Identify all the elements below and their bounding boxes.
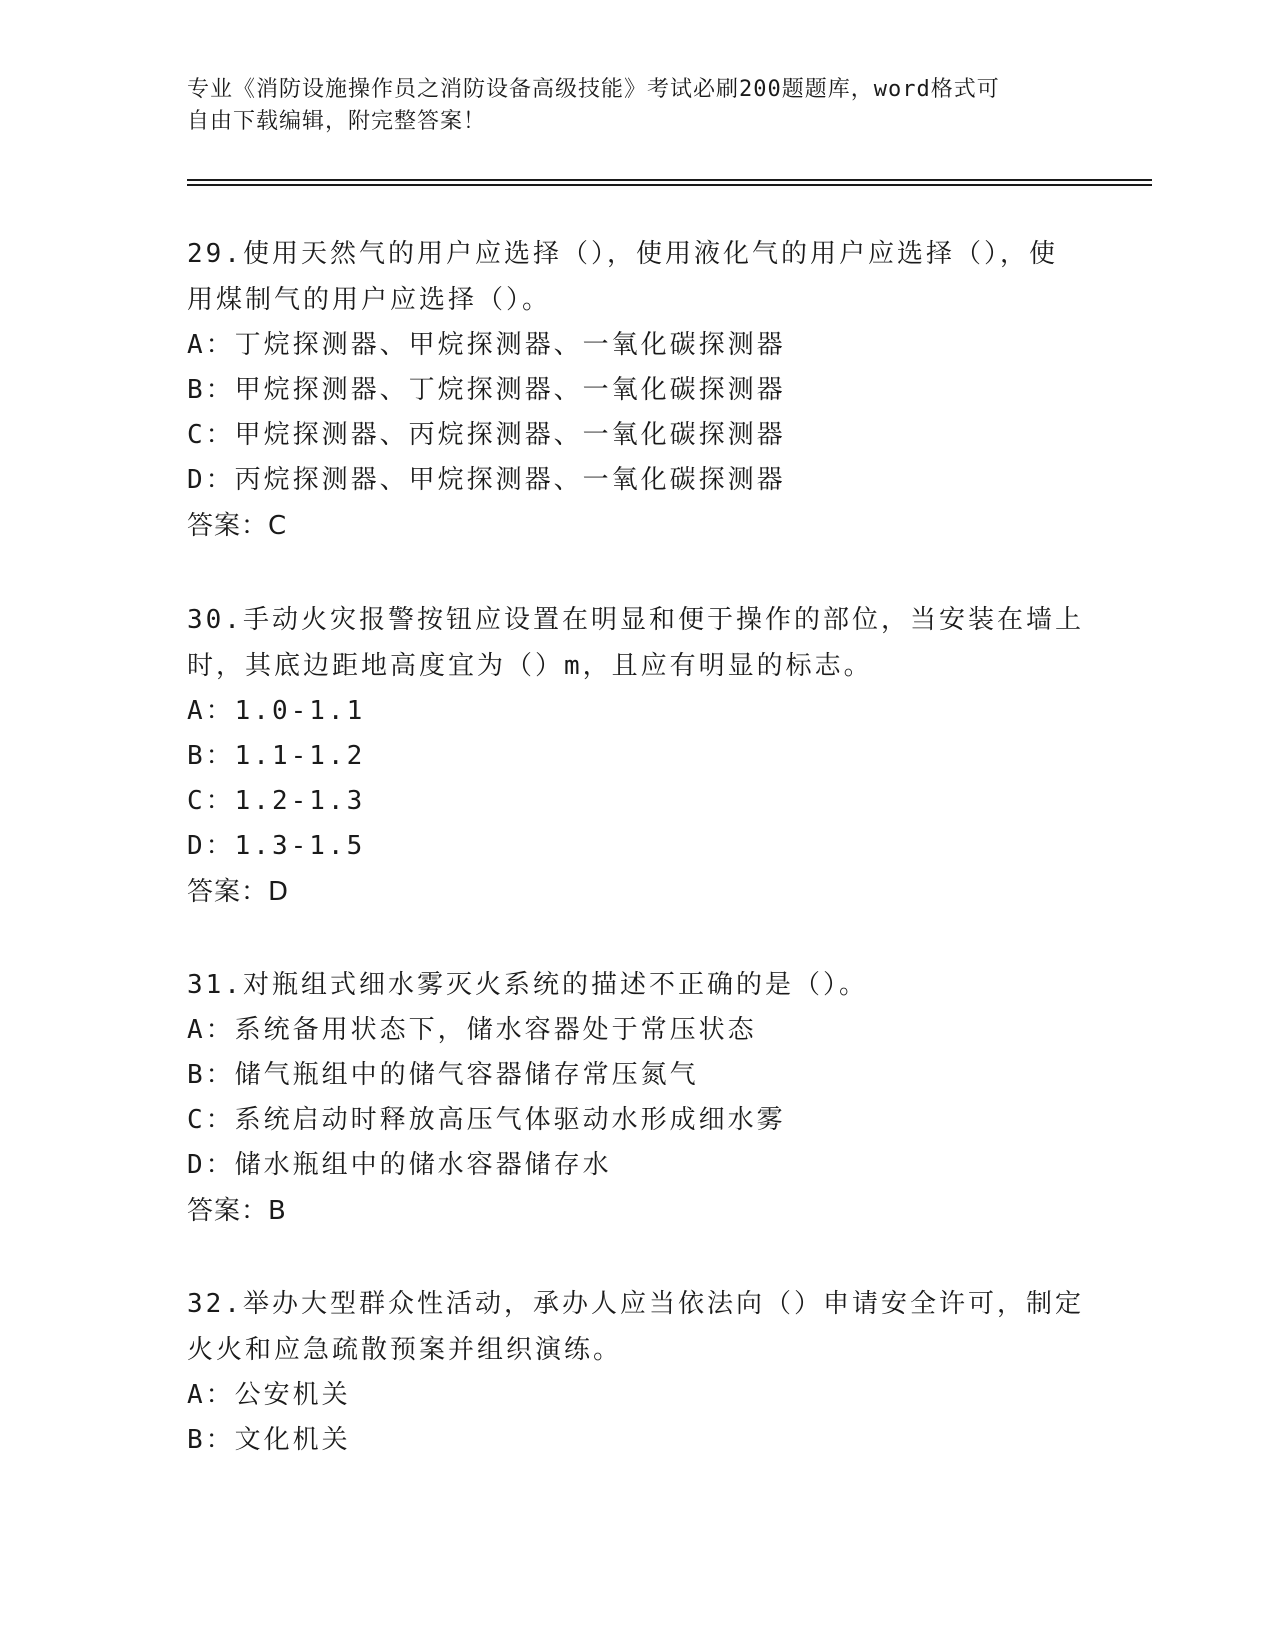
- header-divider-bottom: [187, 184, 1152, 186]
- question-31: [187, 962, 1087, 1234]
- question-30: [187, 597, 1087, 915]
- question-stem-line: 30.手动火灾报警按钮应设置在明显和便于操作的部位，当安装在墙上: [187, 605, 1084, 635]
- option-d: D：1.3-1.5: [187, 831, 366, 861]
- option-a: A：1.0-1.1: [187, 696, 366, 726]
- header-divider-top: [187, 179, 1152, 181]
- option-b: B：甲烷探测器、丁烷探测器、一氧化碳探测器: [187, 375, 786, 405]
- option-b: B：文化机关: [187, 1425, 351, 1455]
- answer-line: 答案：C: [187, 511, 288, 541]
- option-a: A：丁烷探测器、甲烷探测器、一氧化碳探测器: [187, 330, 786, 360]
- question-32: [187, 1281, 1087, 1463]
- header-line-2: 自由下载编辑，附完整答案！: [187, 109, 487, 134]
- option-d: D：丙烷探测器、甲烷探测器、一氧化碳探测器: [187, 465, 786, 495]
- question-29: [187, 231, 1087, 549]
- answer-line: 答案：B: [187, 1196, 287, 1226]
- option-b: B：1.1-1.2: [187, 741, 366, 771]
- question-stem-line: 用煤制气的用户应选择（）。: [187, 285, 552, 315]
- question-stem-line: 32.举办大型群众性活动，承办人应当依法向（）申请安全许可，制定: [187, 1289, 1084, 1319]
- option-a: A：系统备用状态下，储水容器处于常压状态: [187, 1015, 757, 1045]
- question-stem-line: 火火和应急疏散预案并组织演练。: [187, 1335, 623, 1365]
- question-stem-line: 时，其底边距地高度宜为（）m，且应有明显的标志。: [187, 651, 873, 681]
- question-stem-line: 31.对瓶组式细水雾灭火系统的描述不正确的是（）。: [187, 970, 868, 1000]
- question-stem-line: 29.使用天然气的用户应选择（），使用液化气的用户应选择（），使: [187, 239, 1058, 269]
- option-c: C：系统启动时释放高压气体驱动水形成细水雾: [187, 1105, 786, 1135]
- option-c: C：1.2-1.3: [187, 786, 366, 816]
- option-a: A：公安机关: [187, 1380, 351, 1410]
- option-d: D：储水瓶组中的储水容器储存水: [187, 1150, 612, 1180]
- option-b: B：储气瓶组中的储气容器储存常压氮气: [187, 1060, 699, 1090]
- document-header: [187, 74, 1067, 138]
- header-line-1: 专业《消防设施操作员之消防设备高级技能》考试必刷200题题库，word格式可: [187, 77, 1000, 102]
- option-c: C：甲烷探测器、丙烷探测器、一氧化碳探测器: [187, 420, 786, 450]
- answer-line: 答案：D: [187, 877, 290, 907]
